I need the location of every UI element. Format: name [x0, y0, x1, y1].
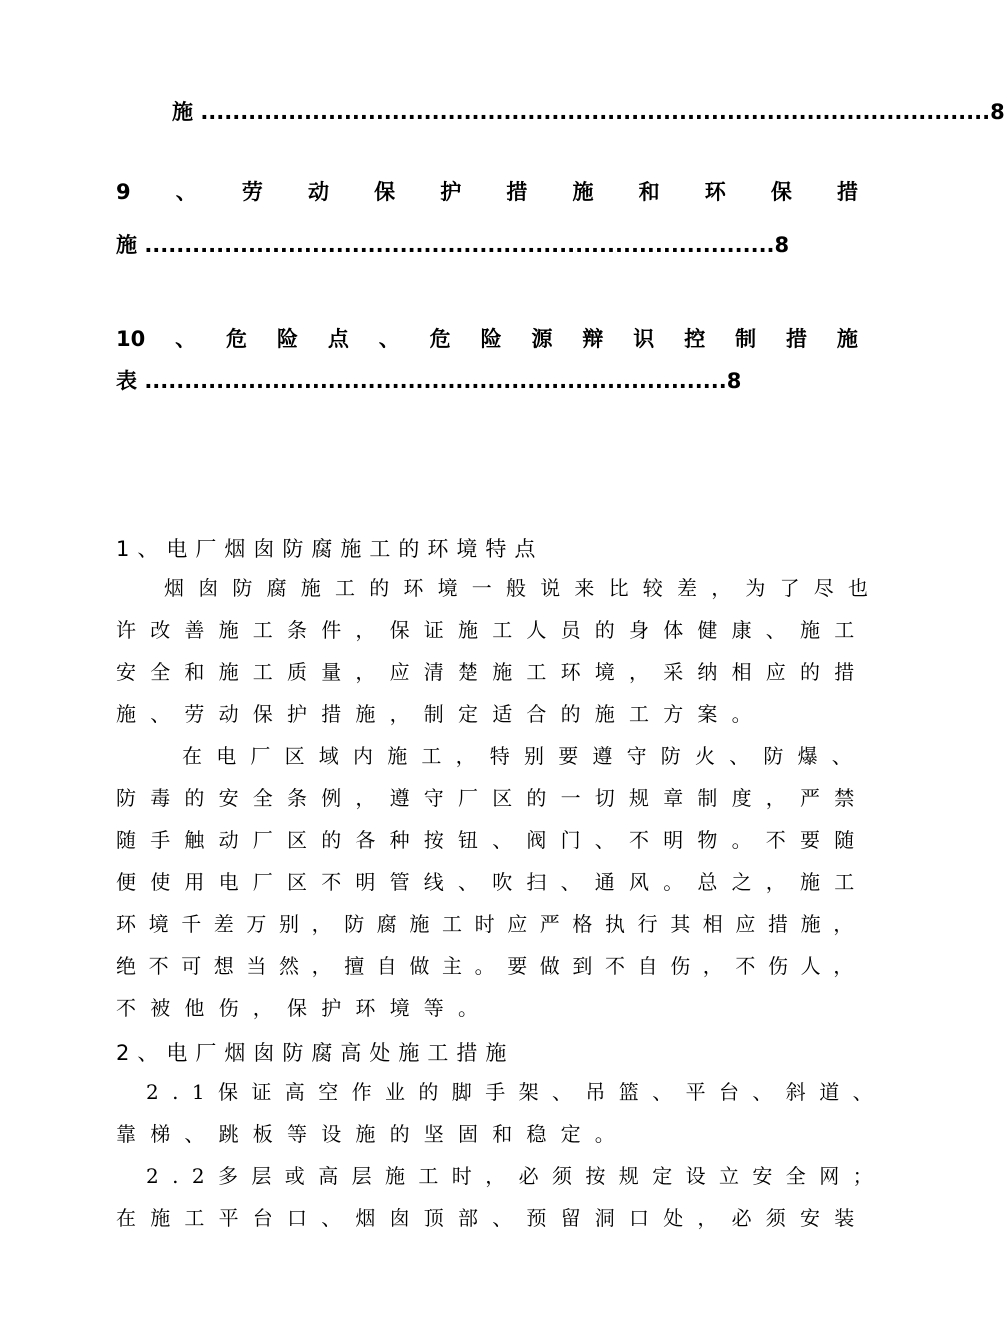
toc-char: 劳: [241, 180, 263, 204]
toc-char: 点: [327, 327, 349, 351]
paragraph-line: 2.1保证高空作业的脚手架、吊篮、平台、斜道、: [146, 1080, 887, 1104]
toc-char: 、: [175, 327, 197, 351]
toc-char: 施: [836, 327, 858, 351]
toc-item-9[interactable]: [116, 177, 858, 207]
section-1-heading: 1、电厂烟囱防腐施工的环境特点: [116, 537, 544, 561]
toc-item-10-tail[interactable]: [116, 366, 858, 396]
toc-leader-dots: ...................................................................................................: [200, 100, 991, 124]
toc-item-9-text: 施: [116, 233, 137, 257]
toc-char: 控: [684, 327, 706, 351]
toc-char: 险: [276, 327, 298, 351]
paragraph-line: 随手触动厂区的各种按钮、阀门、不明物。不要随: [116, 828, 869, 852]
toc-char: 危: [226, 327, 248, 351]
toc-page-number: 8: [990, 100, 1005, 124]
toc-char: 措: [506, 180, 528, 204]
toc-char: 识: [633, 327, 655, 351]
toc-char: 险: [480, 327, 502, 351]
toc-char: 和: [638, 180, 660, 204]
paragraph-line: 防毒的安全条例，遵守厂区的一切规章制度，严禁: [116, 786, 869, 810]
toc-item-10-text: 表: [116, 369, 137, 393]
toc-leader-dots: .........................................................................: [144, 369, 727, 393]
paragraph-line: 在电厂区域内施工，特别要遵守防火、防爆、: [182, 744, 866, 768]
paragraph-line: 2.2多层或高层施工时，必须按规定设立安全网；: [146, 1164, 887, 1188]
section-2-heading: 2、电厂烟囱防腐高处施工措施: [116, 1041, 515, 1065]
toc-char: 辩: [582, 327, 604, 351]
paragraph-line: 安全和施工质量，应清楚施工环境，采纳相应的措: [116, 660, 869, 684]
paragraph-line: 烟囱防腐施工的环境一般说来比较差，为了尽也: [164, 576, 883, 600]
paragraph-line: 绝不可想当然，擅自做主。要做到不自伤，不伤人，: [116, 954, 866, 978]
toc-char: 护: [440, 180, 462, 204]
toc: [116, 0, 1005, 400]
toc-item-10[interactable]: [116, 324, 858, 354]
toc-char: 措: [786, 327, 808, 351]
toc-leader-dots: ...............................................................................: [144, 233, 775, 257]
toc-char: 、: [378, 327, 400, 351]
toc-char: 环: [704, 180, 726, 204]
toc-item-8-text: 施: [172, 100, 193, 124]
paragraph-line: 许改善施工条件，保证施工人员的身体健康、施工: [116, 618, 869, 642]
toc-char: 施: [572, 180, 594, 204]
toc-page-number: 8: [726, 369, 742, 393]
paragraph-line: 环境千差万别，防腐施工时应严格执行其相应措施，: [116, 912, 866, 936]
paragraph-line: 靠梯、跳板等设施的坚固和稳定。: [116, 1122, 629, 1146]
toc-page-number: 8: [774, 233, 790, 257]
toc-char: 措: [837, 180, 858, 204]
toc-item-8-tail[interactable]: [172, 97, 1005, 127]
toc-char: 保: [374, 180, 396, 204]
toc-char: 、: [175, 180, 197, 204]
toc-char: 动: [308, 180, 329, 204]
toc-char: 危: [429, 327, 451, 351]
paragraph-line: 施、劳动保护措施，制定适合的施工方案。: [116, 702, 766, 726]
paragraph-line: 在施工平台口、烟囱顶部、预留洞口处，必须安装: [116, 1206, 869, 1230]
toc-char: 10: [116, 327, 146, 351]
toc-char: 制: [735, 327, 757, 351]
toc-char: 9: [116, 180, 131, 204]
paragraph-line: 便使用电厂区不明管线、吹扫、通风。总之，施工: [116, 870, 869, 894]
paragraph-line: 不被他伤，保护环境等。: [116, 996, 493, 1020]
toc-char: 保: [770, 180, 792, 204]
toc-item-9-tail[interactable]: [116, 230, 858, 260]
toc-char: 源: [531, 327, 553, 351]
